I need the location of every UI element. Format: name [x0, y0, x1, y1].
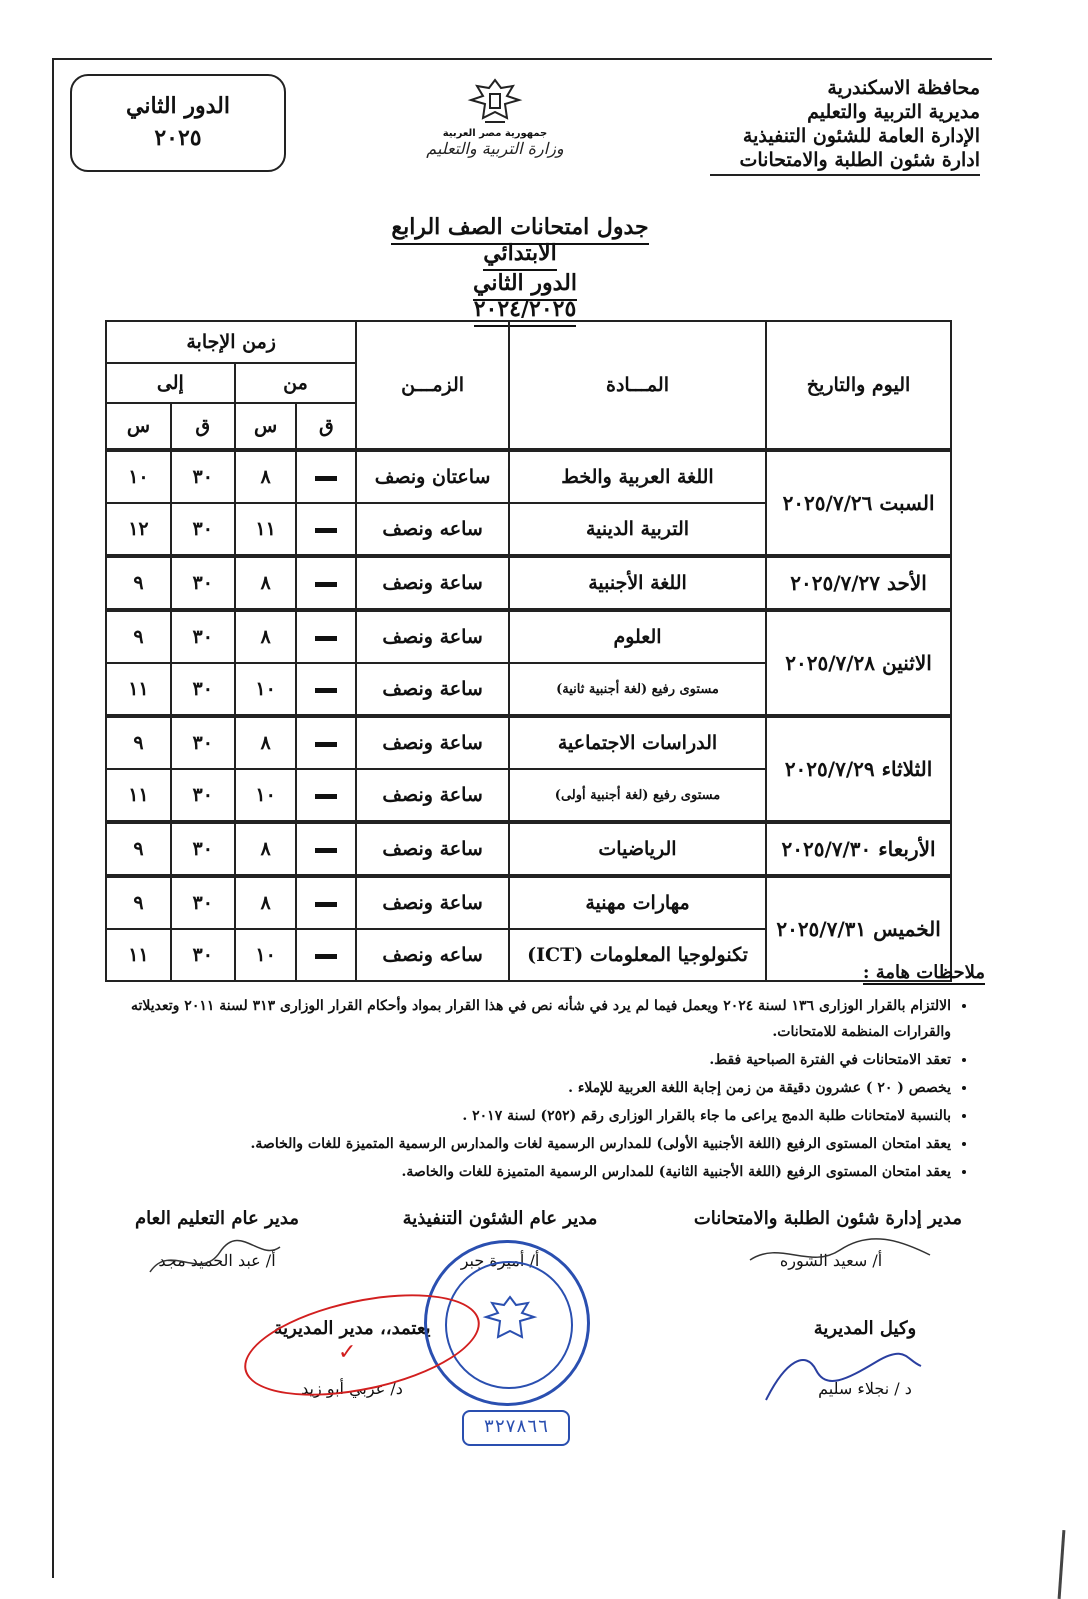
page-title: جدول امتحانات الصف الرابع الابتدائي [360, 214, 680, 266]
to-minutes-cell: ٣٠ [171, 556, 235, 610]
header-to-q: ق [171, 403, 235, 450]
subject-cell: التربية الدينية [509, 503, 766, 556]
header-from-s: س [235, 403, 297, 450]
stamp-number: ٣٢٧٨٦٦ [462, 1410, 570, 1446]
dash-icon [315, 636, 337, 641]
header-to-s: س [106, 403, 171, 450]
table-row [106, 610, 951, 663]
notes-list [100, 993, 985, 1185]
from-minutes-cell [296, 769, 356, 822]
to-minutes-cell: ٣٠ [171, 822, 235, 876]
header-duration: الزمـــن [356, 321, 509, 450]
day-cell: الاثنين ٢٠٢٥/٧/٢٨ [766, 610, 951, 716]
note-item: • يعقد امتحان المستوى الرفيع (اللغة الأجنبية الثانية) للمدارس الرسمية المتميزة للغات والخاصة. [100, 1159, 951, 1185]
directorate: مديرية التربية والتعليم [807, 101, 980, 123]
to-hour-cell: ٩ [106, 822, 171, 876]
to-minutes-cell: ٣٠ [171, 450, 235, 503]
table-row [106, 450, 951, 503]
from-minutes-cell [296, 876, 356, 929]
header-to: إلى [106, 363, 235, 403]
day-cell: السبت ٢٠٢٥/٧/٢٦ [766, 450, 951, 556]
to-minutes-cell: ٣٠ [171, 663, 235, 716]
subject-cell: الدراسات الاجتماعية [509, 716, 766, 769]
note-item: • يخصص ( ٢٠ ) عشرون دقيقة من زمن إجابة اللغة العربية للإملاء . [100, 1075, 951, 1101]
from-minutes-cell [296, 663, 356, 716]
duration-cell: ساعة ونصف [356, 716, 509, 769]
day-cell: الخميس ٢٠٢٥/٧/٣١ [766, 876, 951, 981]
subject-cell: مستوى رفيع (لغة أجنبية ثانية) [509, 663, 766, 716]
to-hour-cell: ١١ [106, 929, 171, 981]
dash-icon [315, 954, 337, 959]
general-administration: الإدارة العامة للشئون التنفيذية [742, 125, 980, 147]
handwritten-signature-1 [740, 1230, 940, 1280]
from-hour-cell: ١٠ [235, 769, 297, 822]
from-hour-cell: ٨ [235, 716, 297, 769]
signature-role: مدير إدارة شئون الطلبة والامتحانات [693, 1208, 962, 1229]
from-minutes-cell [296, 716, 356, 769]
dash-icon [315, 528, 337, 533]
to-hour-cell: ٩ [106, 876, 171, 929]
from-hour-cell: ٨ [235, 876, 297, 929]
stamp-eagle-icon [482, 1293, 538, 1353]
header-subject: المـــادة [509, 321, 766, 450]
round-year: ٢٠٢٥ [154, 125, 202, 151]
paper-edge [1058, 1530, 1066, 1599]
from-hour-cell: ١٠ [235, 929, 297, 981]
header-answer-time: زمن الإجابة [106, 321, 356, 363]
table-row [106, 556, 951, 610]
signature-role: يعتمد،، مدير المديرية [273, 1318, 431, 1339]
duration-cell: ساعه ونصف [356, 929, 509, 981]
dash-icon [315, 794, 337, 799]
to-hour-cell: ٩ [106, 556, 171, 610]
dash-icon [315, 902, 337, 907]
note-item: • الالتزام بالقرار الوزارى ١٣٦ لسنة ٢٠٢٤ ويعمل فيما لم يرد في شأنه نص في هذا القرار بمواد وأحكام القرار الوزارى ٣١٣ لسنة ٢٠١١ وتعديلاته والقرارات المنظمة للامتحانات. [100, 993, 951, 1045]
header-from-q: ق [296, 403, 356, 450]
duration-cell: ساعة ونصف [356, 610, 509, 663]
subject-cell: مهارات مهنية [509, 876, 766, 929]
to-minutes-cell: ٣٠ [171, 716, 235, 769]
dash-icon [315, 742, 337, 747]
duration-cell: ساعتان ونصف [356, 450, 509, 503]
from-minutes-cell [296, 822, 356, 876]
ministry-script: وزارة التربية والتعليم [426, 139, 564, 158]
note-item: • يعقد امتحان المستوى الرفيع (اللغة الأجنبية الأولى) للمدارس الرسمية لغات والمدارس الرسمية المتميزة للغات والخاصة. [100, 1131, 951, 1157]
table-row [106, 716, 951, 769]
signature-name: أ/ أميرة جبر [460, 1251, 540, 1270]
signature-role: مدير عام الشئون التنفيذية [402, 1208, 598, 1229]
to-hour-cell: ٩ [106, 716, 171, 769]
subject-cell: اللغة العربية والخط [509, 450, 766, 503]
signature-role: وكيل المديرية [813, 1318, 917, 1339]
from-hour-cell: ١١ [235, 503, 297, 556]
from-hour-cell: ١٠ [235, 663, 297, 716]
to-hour-cell: ١١ [106, 769, 171, 822]
to-hour-cell: ١١ [106, 663, 171, 716]
to-hour-cell: ١٢ [106, 503, 171, 556]
table-row [106, 822, 951, 876]
dash-icon [315, 848, 337, 853]
exam-schedule-table [105, 320, 952, 982]
signature-name: أ/ عبد الحميد مجد [158, 1251, 276, 1270]
to-hour-cell: ٩ [106, 610, 171, 663]
subject-cell: تكنولوجيا المعلومات (ICT) [509, 929, 766, 981]
subject-cell: مستوى رفيع (لغة أجنبية أولى) [509, 769, 766, 822]
department: ادارة شئون الطلبة والامتحانات [710, 148, 980, 176]
from-hour-cell: ٨ [235, 556, 297, 610]
day-cell: الأحد ٢٠٢٥/٧/٢٧ [766, 556, 951, 610]
handwritten-signature-3 [140, 1232, 290, 1292]
red-check-icon: ✓ [338, 1340, 357, 1365]
header-day: اليوم والتاريخ [766, 321, 951, 450]
day-cell: الثلاثاء ٢٠٢٥/٧/٢٩ [766, 716, 951, 822]
from-hour-cell: ٨ [235, 610, 297, 663]
signature-name: د / نجلاء سليم [818, 1379, 912, 1398]
issuer-header [710, 76, 980, 176]
from-hour-cell: ٨ [235, 450, 297, 503]
signature-name: د/ عربي أبو زيد [301, 1379, 403, 1398]
duration-cell: ساعة ونصف [356, 663, 509, 716]
to-minutes-cell: ٣٠ [171, 769, 235, 822]
notes-section [100, 962, 985, 1187]
subject-cell: اللغة الأجنبية [509, 556, 766, 610]
state-emblem [400, 78, 590, 170]
round-label: الدور الثاني [126, 93, 230, 119]
to-minutes-cell: ٣٠ [171, 876, 235, 929]
duration-cell: ساعة ونصف [356, 556, 509, 610]
governorate: محافظة الاسكندرية [827, 77, 980, 99]
from-minutes-cell [296, 556, 356, 610]
header-from: من [235, 363, 357, 403]
notes-title: ملاحظات هامة : [862, 962, 985, 983]
duration-cell: ساعه ونصف [356, 503, 509, 556]
to-minutes-cell: ٣٠ [171, 610, 235, 663]
from-minutes-cell [296, 450, 356, 503]
subject-cell: الرياضيات [509, 822, 766, 876]
to-minutes-cell: ٣٠ [171, 503, 235, 556]
from-minutes-cell [296, 610, 356, 663]
subject-cell: العلوم [509, 610, 766, 663]
duration-cell: ساعة ونصف [356, 822, 509, 876]
note-item: • بالنسبة لامتحانات طلبة الدمج يراعى ما جاء بالقرار الوزارى رقم (٢٥٢) لسنة ٢٠١٧ . [100, 1103, 951, 1129]
from-hour-cell: ٨ [235, 822, 297, 876]
handwritten-signature-2 [756, 1340, 926, 1410]
to-minutes-cell: ٣٠ [171, 929, 235, 981]
note-item: • تعقد الامتحانات في الفترة الصباحية فقط. [100, 1047, 951, 1073]
from-minutes-cell [296, 503, 356, 556]
page-subtitle: الدور الثاني ٢٠٢٤/٢٠٢٥ [420, 270, 630, 322]
day-cell: الأربعاء ٢٠٢٥/٧/٣٠ [766, 822, 951, 876]
signature-role: مدير عام التعليم العام [135, 1208, 299, 1229]
table-row [106, 876, 951, 929]
dash-icon [315, 476, 337, 481]
round-badge [70, 74, 286, 172]
eagle-icon [465, 78, 525, 126]
duration-cell: ساعة ونصف [356, 876, 509, 929]
dash-icon [315, 688, 337, 693]
dash-icon [315, 582, 337, 587]
to-hour-cell: ١٠ [106, 450, 171, 503]
duration-cell: ساعة ونصف [356, 769, 509, 822]
emblem-caption: جمهورية مصر العربية [442, 128, 548, 139]
signature-name: أ/ سعيد الشوره [779, 1251, 883, 1270]
